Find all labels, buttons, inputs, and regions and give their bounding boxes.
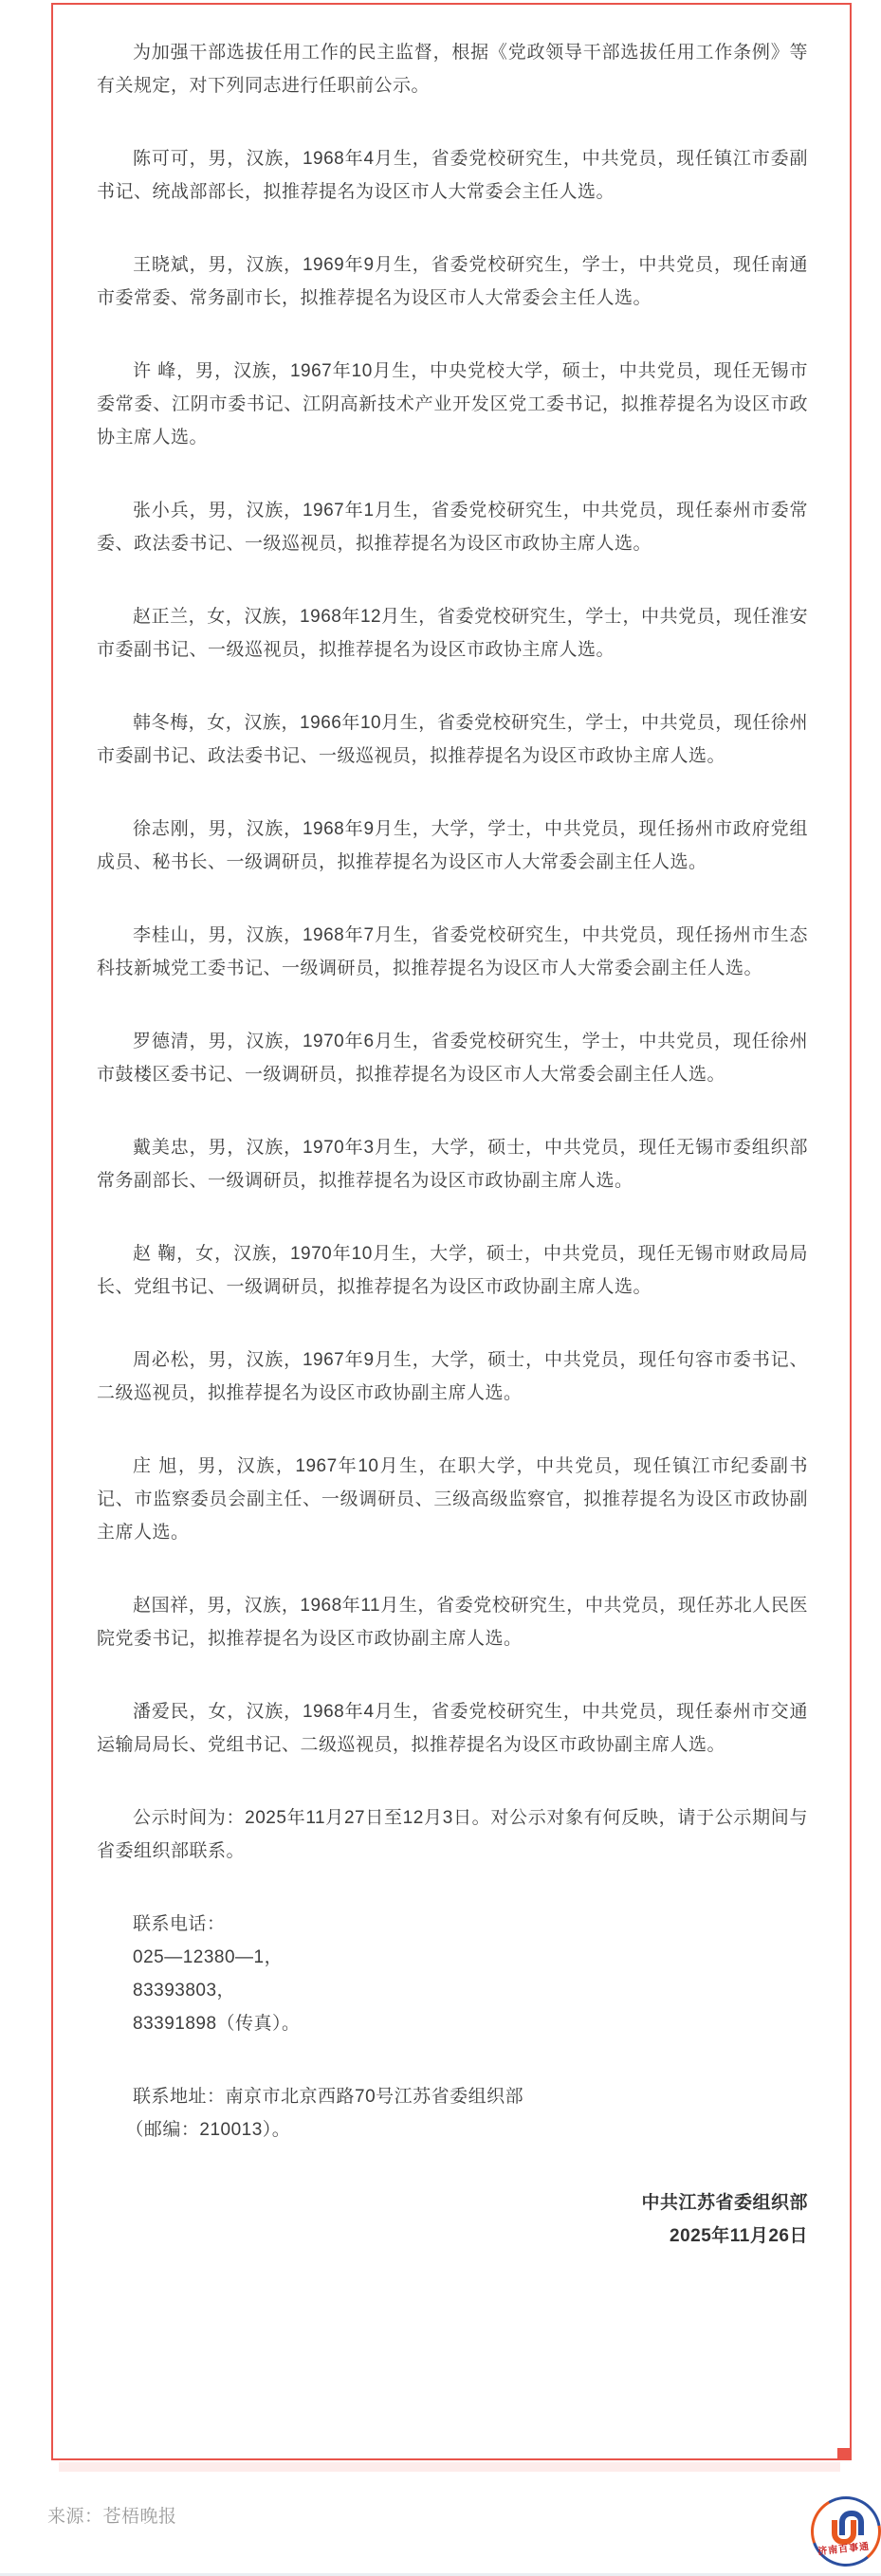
candidate-paragraph: 赵 鞠，女，汉族，1970年10月生，大学，硕士，中共党员，现任无锡市财政局局长、党组书记、一级调研员，拟推荐提名为设区市政协副主席人选。 <box>97 1244 808 1297</box>
notice-document <box>51 3 852 2460</box>
phone-number: 025—12380—1， <box>133 1947 284 1967</box>
publisher-logo <box>811 2496 881 2567</box>
candidate-paragraph: 张小兵，男，汉族，1967年1月生，省委党校研究生，中共党员，现任泰州市委常委、政法委书记、一级巡视员，拟推荐提名为设区市政协主席人选。 <box>97 501 808 554</box>
phone-number: 83393803， <box>133 1981 236 2001</box>
candidate-paragraph: 赵国祥，男，汉族，1968年11月生，省委党校研究生，中共党员，现任苏北人民医院党委书记，拟推荐提名为设区市政协副主席人选。 <box>97 1596 808 1649</box>
signature-block <box>97 2186 808 2253</box>
candidate-paragraph: 周必松，男，汉族，1967年9月生，大学，硕士，中共党员，现任句容市委书记、二级巡视员，拟推荐提名为设区市政协副主席人选。 <box>97 1350 808 1403</box>
candidate-paragraph: 戴美忠，男，汉族，1970年3月生，大学，硕士，中共党员，现任无锡市委组织部常务副部长、一级调研员，拟推荐提名为设区市政协副主席人选。 <box>97 1138 808 1191</box>
candidate-paragraph: 罗德清，男，汉族，1970年6月生，省委党校研究生，学士，中共党员，现任徐州市鼓楼区委书记、一级调研员，拟推荐提名为设区市人大常委会副主任人选。 <box>97 1032 808 1085</box>
candidate-paragraph: 韩冬梅，女，汉族，1966年10月生，省委党校研究生，学士，中共党员，现任徐州市委副书记、政法委书记、一级巡视员，拟推荐提名为设区市政协主席人选。 <box>97 713 808 766</box>
source-attribution: 来源：苍梧晚报 <box>47 2507 177 2527</box>
candidate-paragraph: 陈可可，男，汉族，1968年4月生，省委党校研究生，中共党员，现任镇江市委副书记、统战部部长，拟推荐提名为设区市人大常委会主任人选。 <box>97 149 808 202</box>
contact-phone-block <box>97 1908 808 2040</box>
candidate-paragraph: 李桂山，男，汉族，1968年7月生，省委党校研究生，中共党员，现任扬州市生态科技新城党工委书记、一级调研员，拟推荐提名为设区市人大常委会副主任人选。 <box>97 925 808 978</box>
signature-date: 2025年11月26日 <box>670 2226 808 2246</box>
candidate-paragraph: 庄 旭，男，汉族，1967年10月生，在职大学，中共党员，现任镇江市纪委副书记、市监察委员会副主任、一级调研员、三级高级监察官，拟推荐提名为设区市政协副主席人选。 <box>97 1456 808 1543</box>
candidate-paragraph: 徐志刚，男，汉族，1968年9月生，大学，学士，中共党员，现任扬州市政府党组成员、秘书长、一级调研员，拟推荐提名为设区市人大常委会副主任人选。 <box>97 819 808 872</box>
logo-text: 济南百事通 <box>817 2541 871 2558</box>
contact-address-block <box>97 2080 808 2147</box>
candidate-paragraph: 潘爱民，女，汉族，1968年4月生，省委党校研究生，中共党员，现任泰州市交通运输局局长、党组书记、二级巡视员，拟推荐提名为设区市政协副主席人选。 <box>97 1702 808 1755</box>
phone-number-fax: 83391898（传真）。 <box>133 2014 301 2034</box>
box-shadow-accent <box>59 2462 840 2472</box>
border-corner-accent <box>837 2448 852 2460</box>
logo-inner-circle <box>814 2499 878 2564</box>
postal-code-line: （邮编：210013）。 <box>125 2120 291 2140</box>
phone-label: 联系电话： <box>133 1914 226 1934</box>
publicity-period-paragraph: 公示时间为：2025年11月27日至12月3日。对公示对象有何反映，请于公示期间与省委组织部联系。 <box>97 1808 808 1861</box>
candidate-paragraph: 王晓斌，男，汉族，1969年9月生，省委党校研究生，学士，中共党员，现任南通市委常委、常务副市长，拟推荐提名为设区市人大常委会主任人选。 <box>97 255 808 308</box>
intro-paragraph: 为加强干部选拔任用工作的民主监督，根据《党政领导干部选拔任用工作条例》等有关规定，对下列同志进行任职前公示。 <box>97 43 808 96</box>
candidate-paragraph: 许 峰，男，汉族，1967年10月生，中央党校大学，硕士，中共党员，现任无锡市委常委、江阴市委书记、江阴高新技术产业开发区党工委书记，拟推荐提名为设区市政协主席人选。 <box>97 361 808 448</box>
address-line: 联系地址：南京市北京西路70号江苏省委组织部 <box>133 2087 524 2107</box>
signature-org: 中共江苏省委组织部 <box>641 2193 808 2213</box>
candidate-paragraph: 赵正兰，女，汉族，1968年12月生，省委党校研究生，学士，中共党员，现任淮安市委副书记、一级巡视员，拟推荐提名为设区市政协主席人选。 <box>97 607 808 660</box>
